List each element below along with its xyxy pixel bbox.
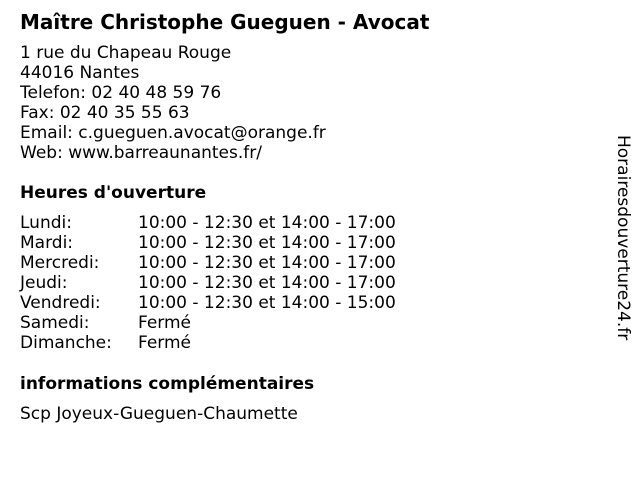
time-value: 10:00 - 12:30 et 14:00 - 15:00 — [138, 293, 396, 313]
email-line: Email: c.gueguen.avocat@orange.fr — [20, 123, 326, 143]
additional-info-text: Scp Joyeux-Gueguen-Chaumette — [20, 404, 298, 424]
time-value: 10:00 - 12:30 et 14:00 - 17:00 — [138, 233, 396, 253]
day-label: Vendredi: — [20, 293, 101, 313]
time-value: Fermé — [138, 313, 192, 333]
contact-block — [20, 43, 326, 163]
page-title: Maître Christophe Gueguen - Avocat — [20, 10, 430, 34]
address-city: 44016 Nantes — [20, 63, 140, 83]
day-label: Samedi: — [20, 313, 90, 333]
additional-info-heading: informations complémentaires — [20, 374, 315, 394]
site-watermark: Horairesdouverture24.fr — [613, 135, 633, 341]
time-value: 10:00 - 12:30 et 14:00 - 17:00 — [138, 273, 396, 293]
day-label: Mardi: — [20, 233, 74, 253]
day-label: Lundi: — [20, 213, 72, 233]
fax-line: Fax: 02 40 35 55 63 — [20, 103, 190, 123]
time-value: 10:00 - 12:30 et 14:00 - 17:00 — [138, 213, 396, 233]
time-value: 10:00 - 12:30 et 14:00 - 17:00 — [138, 253, 396, 273]
web-line: Web: www.barreaunantes.fr/ — [20, 143, 262, 163]
address-street: 1 rue du Chapeau Rouge — [20, 43, 232, 63]
day-label: Jeudi: — [20, 273, 68, 293]
day-label: Mercredi: — [20, 253, 100, 273]
phone-line: Telefon: 02 40 48 59 76 — [20, 83, 222, 103]
opening-hours-heading: Heures d'ouverture — [20, 183, 207, 203]
day-label: Dimanche: — [20, 333, 112, 353]
time-value: Fermé — [138, 333, 192, 353]
